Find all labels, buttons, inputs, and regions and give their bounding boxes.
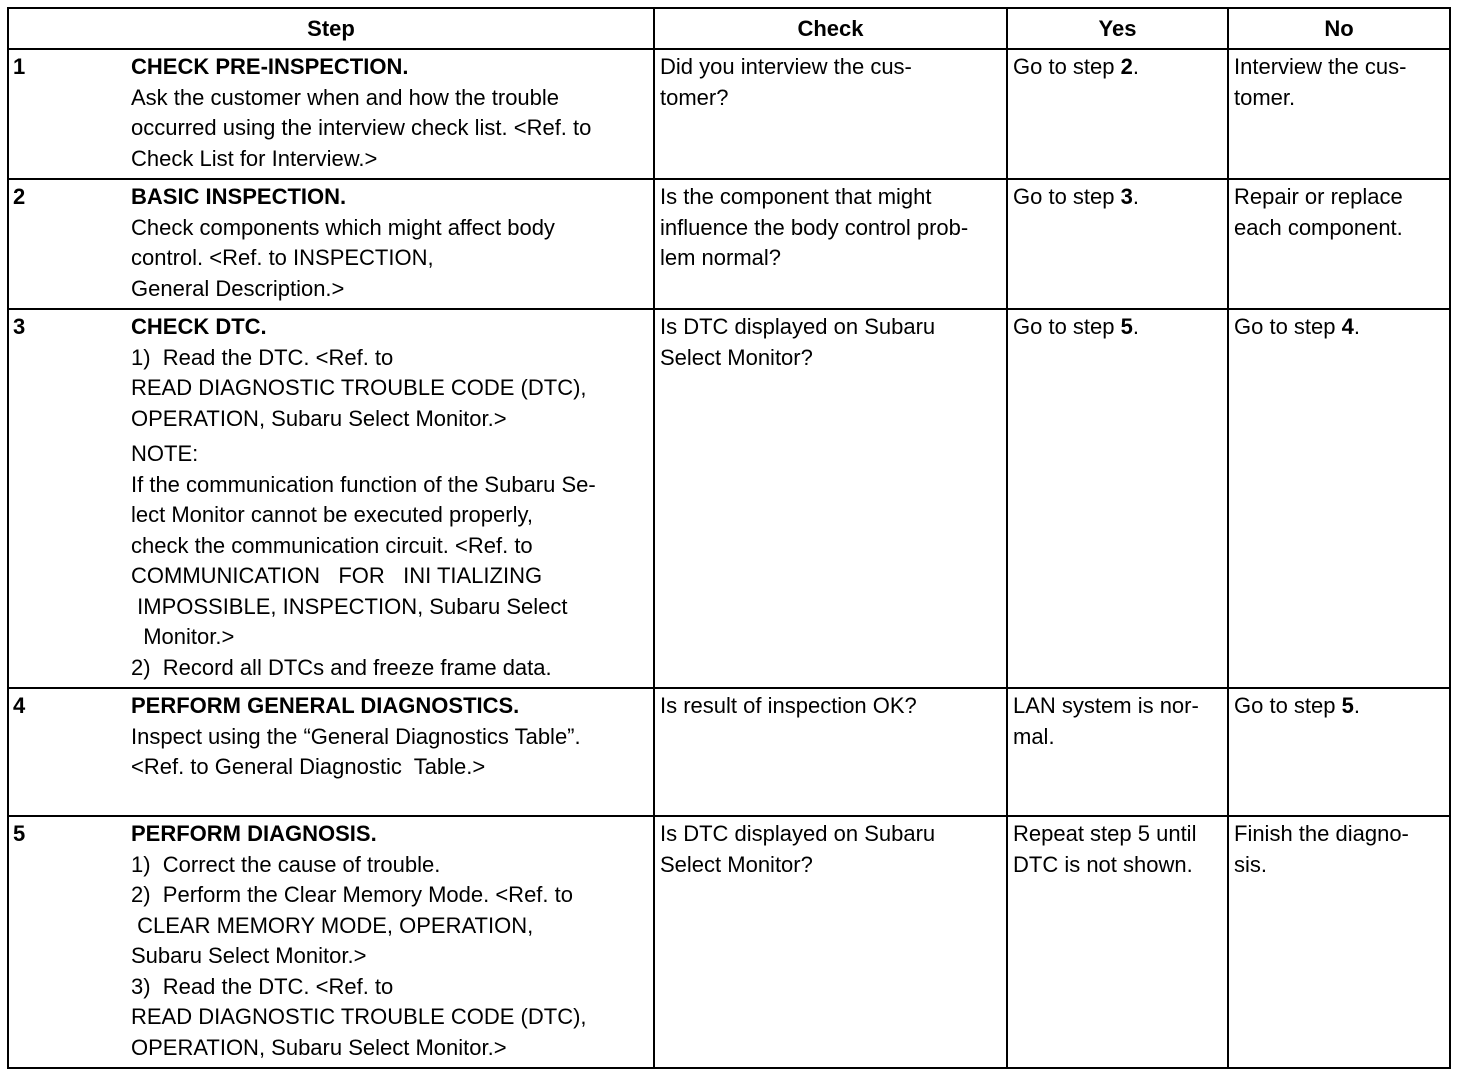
yes-action: Go to step 3. — [1013, 184, 1139, 209]
check-cell — [654, 49, 1007, 179]
step-instructions: Check components which might affect body control. <Ref. to INSPECTION, General Description.> — [131, 214, 555, 301]
step-number: 1 — [13, 54, 26, 79]
step-number: 3 — [13, 314, 26, 339]
check-question: Did you interview the cus- tomer? — [660, 54, 912, 110]
check-cell — [654, 309, 1007, 688]
yes-cell — [1007, 49, 1228, 179]
step-instructions: Ask the customer when and how the trouble occurred using the interview check list. <Ref. to Check List for Interview.> — [131, 84, 592, 171]
check-cell — [654, 688, 1007, 816]
yes-action: Go to step 5. — [1013, 314, 1139, 339]
note-text: If the communication function of the Subaru Se- lect Monitor cannot be executed properly, check the communication circuit. <Ref. to — [131, 471, 596, 558]
diagnostic-table — [7, 7, 1451, 1069]
yes-action: LAN system is nor- mal. — [1013, 693, 1199, 749]
no-cell — [1228, 49, 1450, 179]
step-number: 2 — [13, 184, 26, 209]
check-question: Is DTC displayed on Subaru Select Monitor? — [660, 821, 936, 877]
check-cell — [654, 179, 1007, 309]
note-label: NOTE: — [131, 441, 199, 466]
yes-cell — [1007, 179, 1228, 309]
no-cell — [1228, 816, 1450, 1068]
step-title: BASIC INSPECTION. — [131, 184, 347, 209]
step-title: CHECK DTC. — [131, 314, 267, 339]
no-action: Finish the diagno- sis. — [1234, 821, 1409, 877]
check-question: Is DTC displayed on Subaru Select Monitor? — [660, 314, 936, 370]
yes-action: Repeat step 5 until DTC is not shown. — [1013, 821, 1197, 877]
no-cell — [1228, 309, 1450, 688]
yes-action: Go to step 2. — [1013, 54, 1139, 79]
header-yes: Yes — [1007, 8, 1228, 49]
step-title: CHECK PRE-INSPECTION. — [131, 54, 409, 79]
check-cell — [654, 816, 1007, 1068]
yes-cell — [1007, 309, 1228, 688]
no-action: Interview the cus- tomer. — [1234, 54, 1407, 110]
step-instructions: Inspect using the “General Diagnostics Table”. <Ref. to General Diagnostic Table.> — [131, 723, 581, 779]
table-row — [8, 49, 1450, 179]
step-cell — [8, 179, 654, 309]
check-question: Is result of inspection OK? — [660, 693, 917, 718]
step-title: PERFORM GENERAL DIAGNOSTICS. — [131, 693, 520, 718]
table-row — [8, 179, 1450, 309]
check-question: Is the component that might influence the body control prob- lem normal? — [660, 184, 969, 270]
table-row — [8, 309, 1450, 688]
table-row — [8, 816, 1450, 1068]
step-cell — [8, 49, 654, 179]
step-instructions-continued: COMMUNICATION FOR INI TIALIZING IMPOSSIBLE, INSPECTION, Subaru Select Monitor.> 2) Record all DTCs and freeze frame data. — [131, 563, 568, 680]
step-number: 4 — [13, 693, 26, 718]
no-action: Go to step 4. — [1234, 314, 1360, 339]
header-step: Step — [8, 8, 654, 49]
step-instructions: 1) Read the DTC. <Ref. to READ DIAGNOSTIC TROUBLE CODE (DTC), OPERATION, Subaru Select Monitor.> — [131, 344, 587, 431]
header-row — [8, 8, 1450, 49]
no-cell — [1228, 179, 1450, 309]
yes-cell — [1007, 816, 1228, 1068]
header-no: No — [1228, 8, 1450, 49]
table-row — [8, 688, 1450, 816]
step-number: 5 — [13, 821, 26, 846]
no-action: Go to step 5. — [1234, 693, 1360, 718]
no-action: Repair or replace each component. — [1234, 184, 1403, 240]
step-cell — [8, 816, 654, 1068]
step-cell — [8, 688, 654, 816]
step-instructions: 1) Correct the cause of trouble. 2) Perform the Clear Memory Mode. <Ref. to CLEAR MEMORY MODE, OPERATION, Subaru Select Monitor.> 3) Read the DTC. <Ref. to READ DIAGNOSTIC TROUBLE CODE (DTC), OPERATION, Subaru Select Monitor.> — [131, 851, 587, 1060]
step-cell — [8, 309, 654, 688]
no-cell — [1228, 688, 1450, 816]
yes-cell — [1007, 688, 1228, 816]
step-title: PERFORM DIAGNOSIS. — [131, 821, 377, 846]
header-check: Check — [654, 8, 1007, 49]
